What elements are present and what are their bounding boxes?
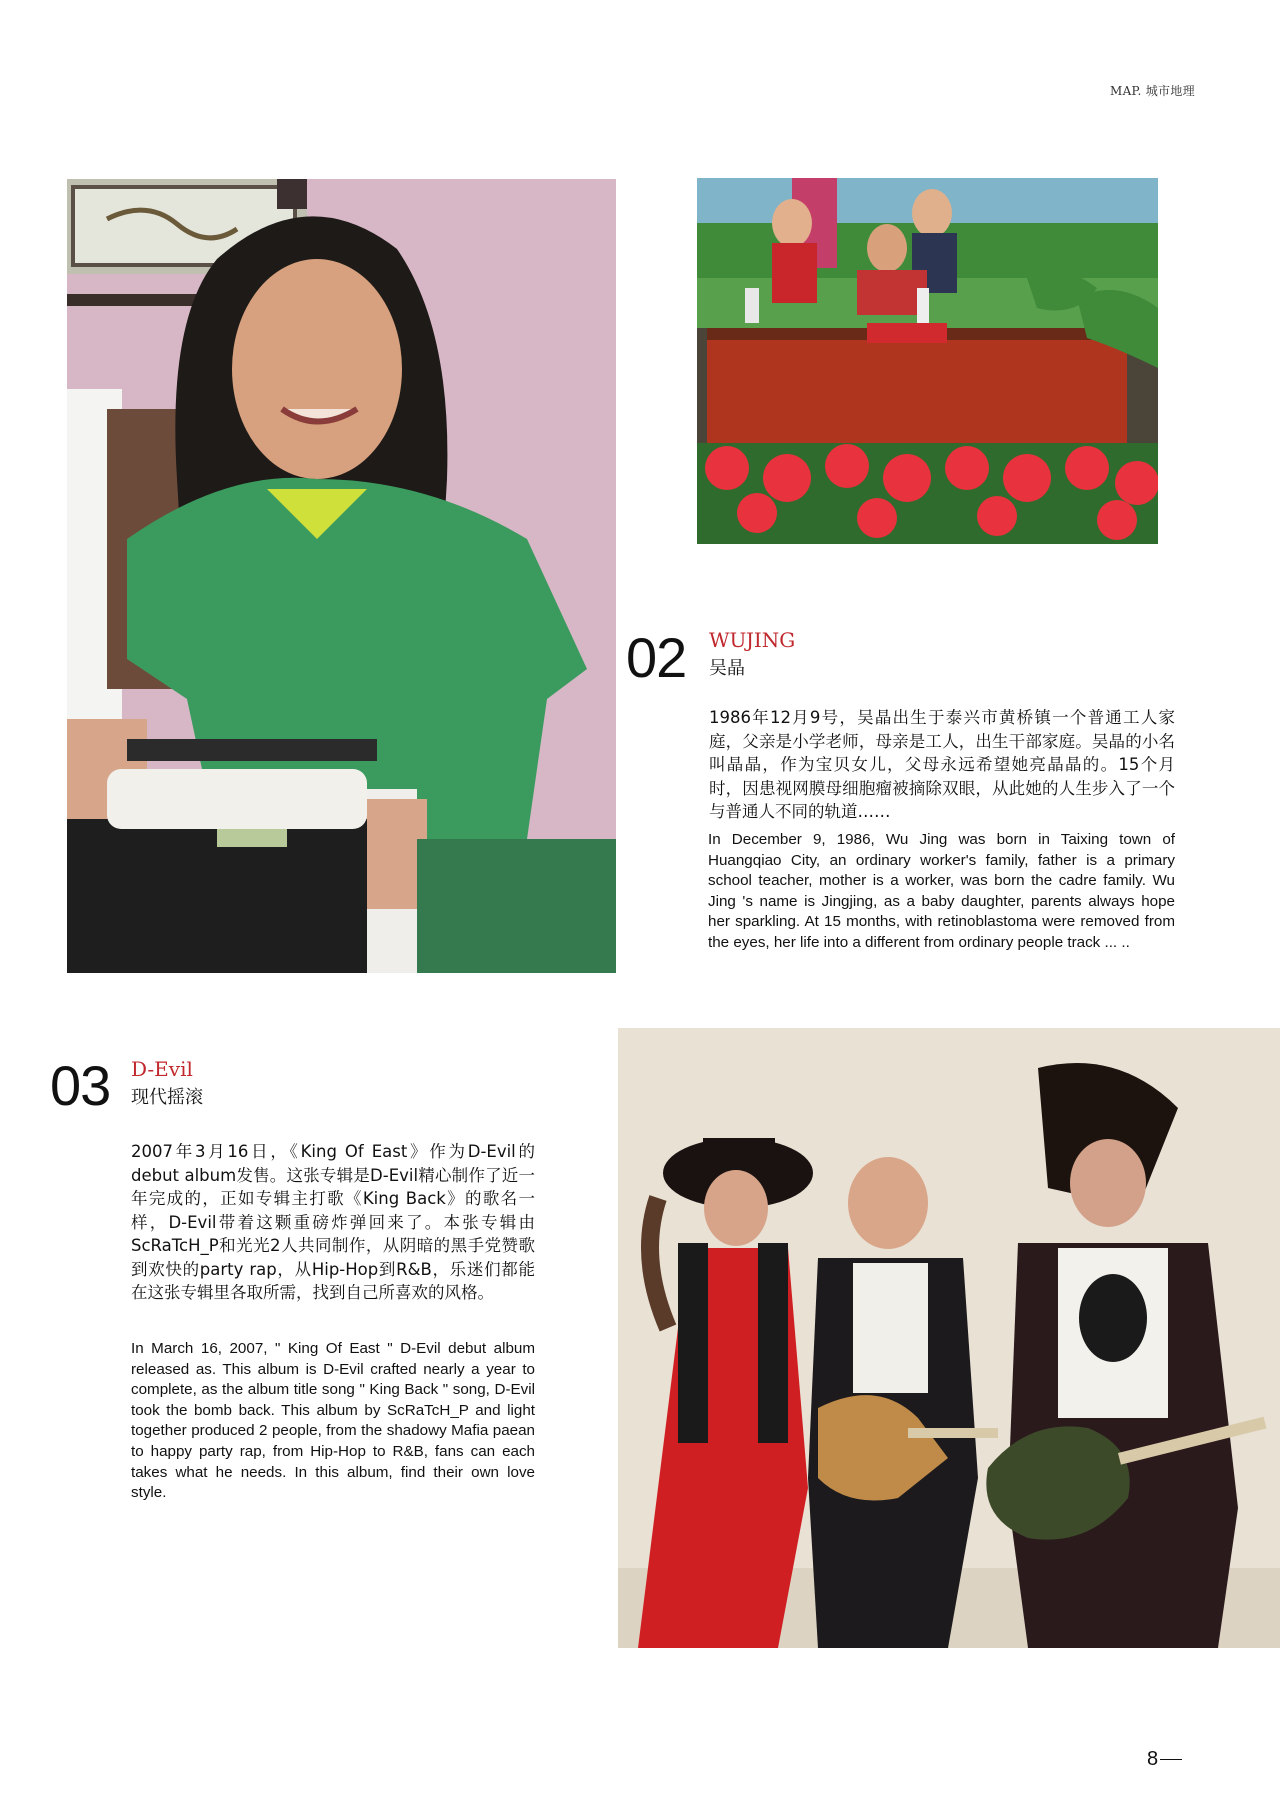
section-03-english-paragraph: In March 16, 2007, " King Of East " D-Evil debut album released as. This album is D-Evil crafted nearly a year to complete, as the album title song " King Back " song, D-Evil took the bomb back. This album by ScRaTcH_P and light together produced 2 people, from the shadowy Mafia paean to happy party rap, from Hip-Hop to R&B, fans can each takes what he needs. In this album, find their own love style. <box>131 1340 535 1502</box>
section-02-english-paragraph: In December 9, 1986, Wu Jing was born in Taixing town of Huangqiao City, an ordinary worker's family, father is a primary school teacher, mother is a worker, was born the cadre family. Wu Jing 's name is Jingjing, as a baby daughter, parents always hope her sparkling. At 15 months, with retinoblastoma were removed from the eyes, her life into a different from ordinary people track ... .. <box>708 831 1175 951</box>
section-02-chinese-paragraph: 1986年12月9号，吴晶出生于泰兴市黄桥镇一个普通工人家庭，父亲是小学老师，母亲是工人，出生干部家庭。吴晶的小名叫晶晶，作为宝贝女儿，父母永远希望她亮晶晶的。15个月时，因患视网膜母细胞瘤被摘除双眼，从此她的人生步入了一个与普通人不同的轨道…… <box>709 708 1175 821</box>
page-number <box>1147 1748 1182 1771</box>
page-number-dash <box>1160 1759 1182 1760</box>
section-02-name-en: WUJING <box>709 628 796 652</box>
page-number-text: 8 <box>1147 1748 1159 1770</box>
photo-wujing-portrait <box>67 179 616 973</box>
section-number-02: 02 <box>626 626 687 689</box>
photo-devil-band <box>618 1028 1280 1648</box>
section-02-name-cn: 吴晶 <box>709 658 745 679</box>
section-03-name-en: D-Evil <box>131 1057 193 1081</box>
section-tag: MAP. 城市地理 <box>1110 84 1195 98</box>
section-number-03: 03 <box>50 1054 111 1117</box>
photo-wujing-podium <box>697 178 1158 544</box>
section-03-chinese-paragraph: 2007年3月16日，《King Of East》作为D-Evil的debut album发售。这张专辑是D-Evil精心制作了近一年完成的，正如专辑主打歌《King Back》的歌名一样，D-Evil带着这颗重磅炸弹回来了。本张专辑由ScRaTcH_P和光光2人共同制作，从阴暗的黑手党赞歌到欢快的party rap，从Hip-Hop到R&B，乐迷们都能在这张专辑里各取所需，找到自己所喜欢的风格。 <box>131 1142 535 1302</box>
section-03-name-cn: 现代摇滚 <box>131 1087 203 1108</box>
